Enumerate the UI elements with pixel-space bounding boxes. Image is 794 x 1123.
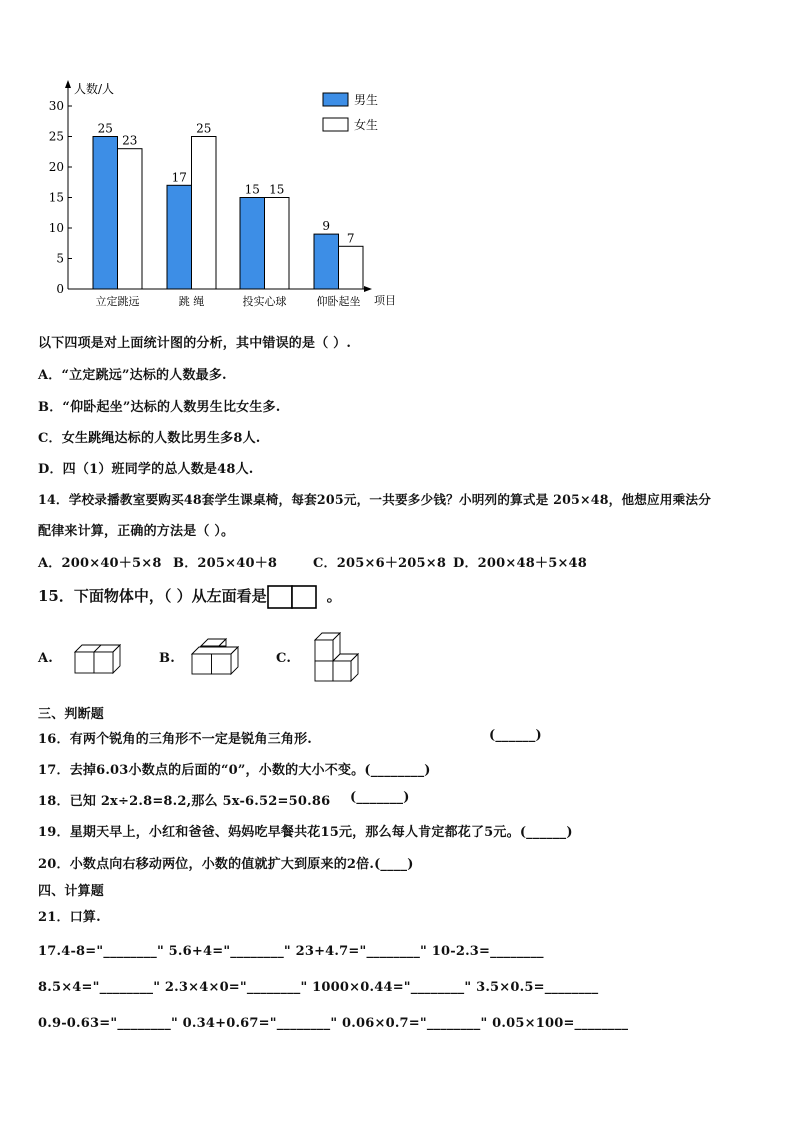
- q21-row-3: 0.9-0.63="________" 0.34+0.67="________" 0.06×0.7="________" 0.05×100=________: [38, 1016, 629, 1031]
- q20-text: [38, 853, 414, 872]
- two-squares-view-icon: [267, 585, 317, 609]
- q13-stem: 以下四项是对上面统计图的分析，其中错误的是（ ）.: [38, 336, 352, 351]
- y-tick-label: 20: [48, 160, 64, 174]
- q16-text: 16．有两个锐角的三角形不一定是锐角三角形.: [38, 732, 313, 747]
- q15-stem: [38, 585, 342, 609]
- q15-tail: 。: [326, 587, 342, 605]
- bar-girls: [192, 137, 217, 290]
- q14-option-c: C．205×6＋205×8: [313, 556, 447, 571]
- section-judge-title: 三、判断题: [38, 707, 105, 722]
- x-tick-label: 跳 绳: [178, 295, 205, 308]
- x-tick-label: 立定跳远: [95, 295, 140, 308]
- bar-chart: [0, 0, 794, 320]
- q19-blank[interactable]: (______): [519, 825, 573, 840]
- q19-text: [38, 821, 573, 840]
- q15-label-a: A.: [38, 651, 54, 666]
- q21-row-2: 8.5×4="________" 2.3×4×0="________" 1000×0.44="________" 3.5×0.5=________: [38, 980, 599, 995]
- y-tick-label: 30: [48, 99, 64, 113]
- q14-option-d: D．200×48＋5×48: [453, 556, 588, 571]
- bar-boys: [314, 234, 339, 289]
- bar-boys: [93, 137, 118, 290]
- q13-option-c: C．女生跳绳达标的人数比男生多8人.: [38, 431, 261, 446]
- legend-label: 男生: [354, 93, 379, 107]
- q20-text-body: 20．小数点向右移动两位，小数的值就扩大到原来的2倍.: [38, 857, 375, 872]
- cube-figure-c-icon: [310, 630, 364, 684]
- q16-blank[interactable]: (______): [489, 728, 542, 743]
- bar-value-label: 17: [171, 170, 187, 185]
- q13-option-b: B．“仰卧起坐”达标的人数男生比女生多.: [38, 400, 281, 415]
- legend-swatch: [323, 93, 348, 106]
- bar-value-label: 15: [269, 182, 285, 197]
- legend-swatch: [323, 118, 348, 131]
- bar-value-label: 25: [196, 121, 212, 136]
- legend-label: 女生: [354, 118, 379, 132]
- bar-value-label: 25: [97, 121, 113, 136]
- y-tick-label: 0: [56, 282, 64, 296]
- y-tick-label: 10: [48, 221, 64, 235]
- q18-blank[interactable]: (_______): [350, 790, 410, 805]
- y-axis-arrow: [65, 80, 71, 88]
- y-tick-label: 5: [56, 251, 64, 266]
- q14-line1: 14．学校录播教室要购买48套学生课桌椅，每套205元，一共要多少钱？小明列的算式是 205×48，他想应用乘法分: [38, 492, 712, 507]
- cube-figure-b-icon: [188, 636, 244, 678]
- bar-value-label: 23: [122, 133, 138, 148]
- q18-text: 18．已知 2x÷2.8=8.2,那么 5x-6.52=50.86: [38, 794, 331, 809]
- x-axis-arrow: [364, 286, 372, 292]
- bar-girls: [265, 198, 290, 290]
- bar-value-label: 9: [322, 219, 331, 234]
- q15-stem-text: 15．下面物体中，（ ）从左面看是: [38, 587, 267, 605]
- cube-figure-a-icon: [70, 642, 124, 678]
- q15-label-c: C.: [276, 651, 292, 666]
- q14-option-b: B．205×40＋8: [173, 556, 278, 571]
- q20-blank[interactable]: (____): [374, 857, 414, 872]
- q14-line2: 配律来计算，正确的方法是（ ）。: [38, 524, 235, 539]
- bar-value-label: 7: [346, 231, 355, 246]
- q14-option-a: A．200×40＋5×8: [38, 556, 162, 571]
- q17-blank[interactable]: (________): [364, 763, 431, 778]
- bar-girls: [339, 246, 364, 289]
- q15-label-b: B.: [159, 651, 175, 666]
- q17-text: [38, 759, 431, 778]
- y-tick-label: 25: [48, 129, 64, 144]
- q13-option-a: A．“立定跳远”达标的人数最多.: [38, 368, 227, 383]
- bar-girls: [118, 149, 143, 289]
- q19-text-body: 19．星期天早上，小红和爸爸、妈妈吃早餐共花15元，那么每人肯定都花了5元。: [38, 825, 520, 840]
- q17-text-body: 17．去掉6.03小数点的后面的“0”，小数的大小不变。: [38, 763, 365, 778]
- x-tick-label: 投实心球: [242, 295, 287, 308]
- bar-value-label: 15: [244, 182, 260, 197]
- y-tick-label: 15: [48, 190, 64, 205]
- q21-row-1: 17.4-8="________" 5.6+4="________" 23+4.7="________" 10-2.3=________: [38, 944, 544, 959]
- bar-boys: [240, 198, 265, 290]
- q13-option-d: D．四（1）班同学的总人数是48人.: [38, 462, 254, 477]
- section-calc-title: 四、计算题: [38, 884, 105, 899]
- bar-boys: [167, 185, 192, 289]
- x-axis-label: 项目: [374, 294, 396, 307]
- y-axis-label: 人数/人: [74, 82, 115, 96]
- x-tick-label: 仰卧起坐: [316, 295, 361, 308]
- q21-title: 21．口算.: [38, 910, 101, 925]
